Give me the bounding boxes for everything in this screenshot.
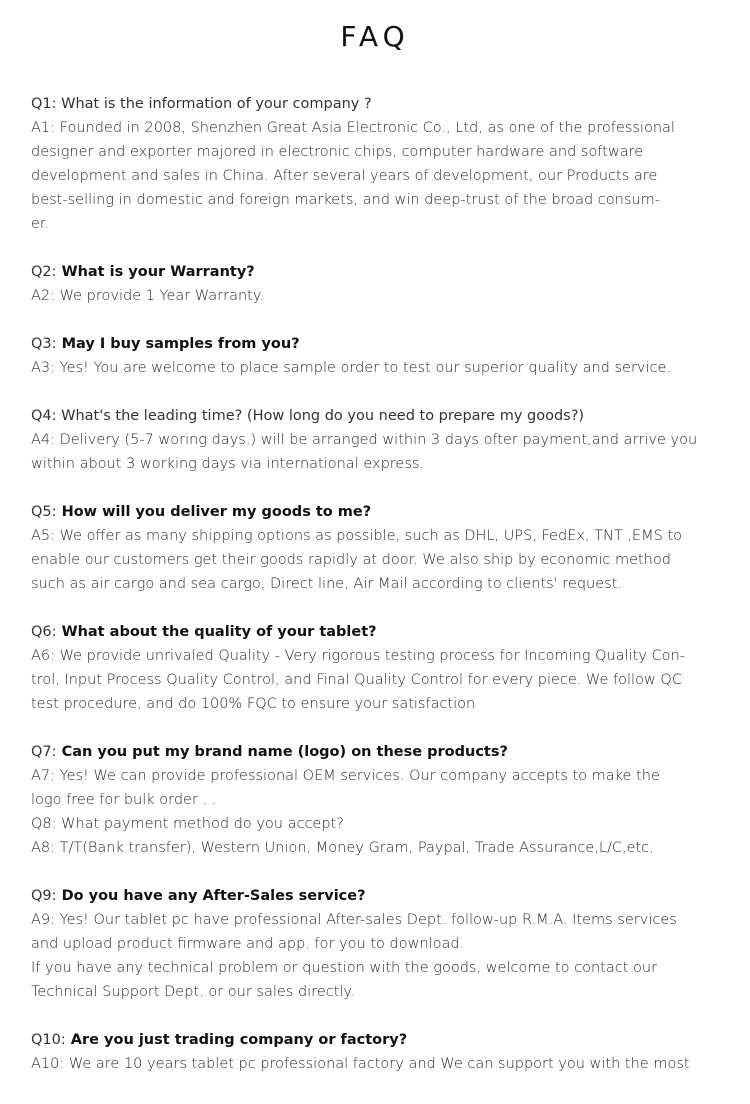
answer-9-line: Technical Support Dept. or our sales directly.: [31, 984, 355, 1000]
faq-item-2: [31, 260, 741, 308]
faq-item-5: [31, 500, 741, 596]
answer-1-line: A1: Founded in 2008, Shenzhen Great Asia Electronic Co., Ltd, as one of the professional: [31, 120, 675, 136]
question-4: Q4: What's the leading time? (How long do you need to prepare my goods?): [31, 408, 585, 424]
answer-1-line: designer and exporter majored in electronic chips, computer hardware and software: [31, 144, 644, 160]
faq-item-1: [31, 92, 741, 236]
question-6: Q6: What about the quality of your tablet?: [31, 624, 377, 640]
faq-list: [31, 92, 741, 1100]
answer-6-line: test procedure, and do 100% FQC to ensure your satisfaction: [31, 696, 476, 712]
answer-9-line: If you have any technical problem or question with the goods, welcome to contact our: [31, 960, 658, 976]
question-5: Q5: How will you deliver my goods to me?: [31, 504, 372, 520]
answer-8-line: A8: T/T(Bank transfer), Western Union, Money Gram, Paypal, Trade Assurance,L/C,etc.: [31, 840, 654, 856]
question-2: Q2: What is your Warranty?: [31, 264, 255, 280]
question-3: Q3: May I buy samples from you?: [31, 336, 300, 352]
answer-3-line: A3: Yes! You are welcome to place sample order to test our superior quality and service.: [31, 360, 672, 376]
answer-6-line: A6: We provide unrivaled Quality - Very rigorous testing process for Incoming Quality Con-: [31, 648, 685, 664]
page-title: FAQ: [340, 20, 410, 53]
question-7: Q7: Can you put my brand name (logo) on these products?: [31, 744, 508, 760]
answer-9-line: A9: Yes! Our tablet pc have professional After-sales Dept. follow-up R.M.A. Items services: [31, 912, 677, 928]
faq-item-7-8: [31, 740, 741, 860]
faq-item-4: [31, 404, 741, 476]
answer-2-line: A2: We provide 1 Year Warranty.: [31, 288, 264, 304]
answer-1-line: best-selling in domestic and foreign markets, and win deep-trust of the broad consum-: [31, 192, 660, 208]
answer-9-line: and upload product firmware and app. for you to download.: [31, 936, 465, 952]
answer-7-line: logo free for bulk order . .: [31, 792, 217, 808]
answer-10-line: A10: We are 10 years tablet pc professional factory and We can support you with the most: [31, 1056, 690, 1072]
answer-5-line: such as air cargo and sea cargo, Direct line, Air Mail according to clients' request.: [31, 576, 623, 592]
answer-1-line: development and sales in China. After several years of development, our Products are: [31, 168, 658, 184]
answer-5-line: enable our customers get their goods rapidly at door. We also ship by economic method: [31, 552, 671, 568]
faq-item-6: [31, 620, 741, 716]
question-1: Q1: What is the information of your company ?: [31, 96, 372, 112]
faq-item-10: [31, 1028, 741, 1076]
question-8: Q8: What payment method do you accept?: [31, 816, 344, 832]
question-10: Q10: Are you just trading company or factory?: [31, 1032, 408, 1048]
question-9: Q9: Do you have any After-Sales service?: [31, 888, 366, 904]
answer-7-line: A7: Yes! We can provide professional OEM services. Our company accepts to make the: [31, 768, 660, 784]
answer-4-line: A4: Delivery (5-7 woring days.) will be arranged within 3 days ofter payment,and arrive you: [31, 432, 698, 448]
answer-4-line: within about 3 working days via international express.: [31, 456, 425, 472]
faq-item-9: [31, 884, 741, 1004]
answer-5-line: A5: We offer as many shipping options as possible, such as DHL, UPS, FedEx, TNT ,EMS to: [31, 528, 682, 544]
faq-item-3: [31, 332, 741, 380]
answer-1-line: er.: [31, 216, 50, 232]
answer-6-line: trol, Input Process Quality Control, and Final Quality Control for every piece. We follow QC: [31, 672, 682, 688]
